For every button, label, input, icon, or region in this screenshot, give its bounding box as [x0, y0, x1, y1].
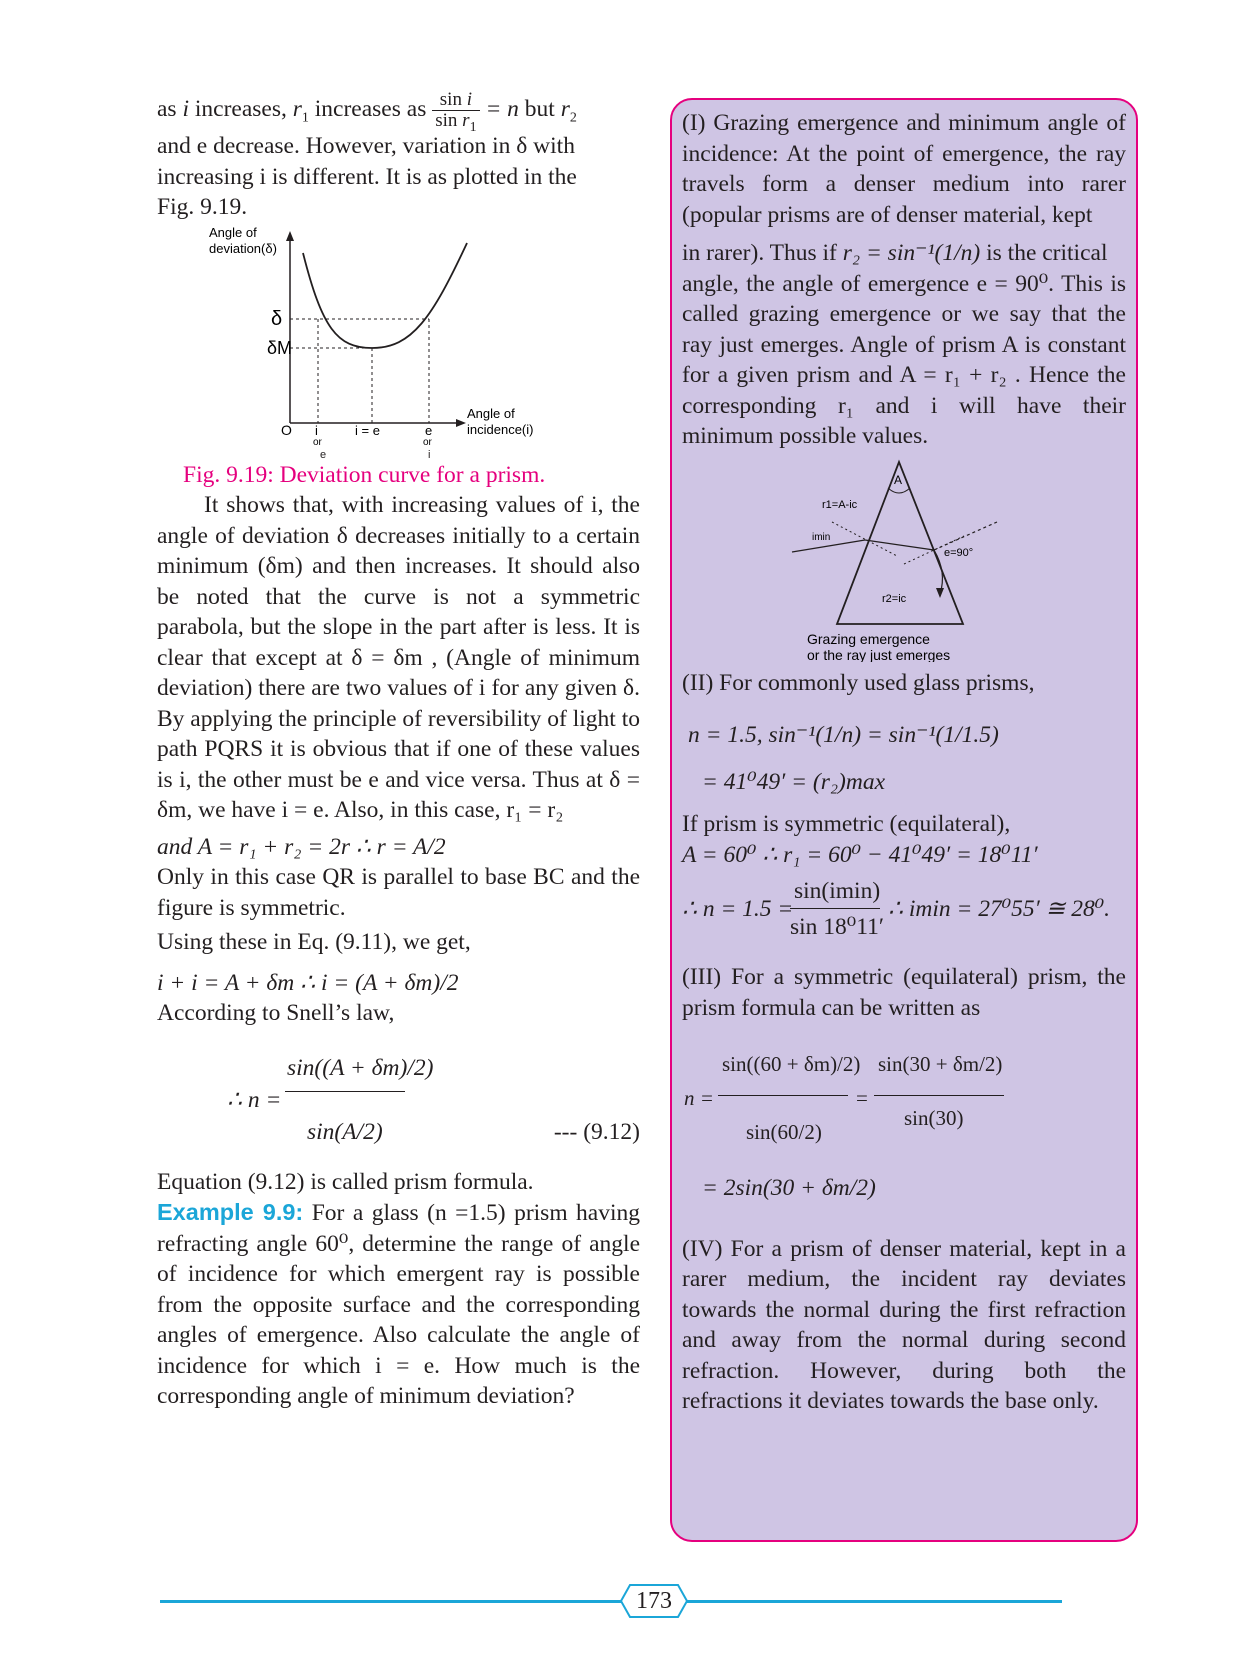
graph-x-arrow	[456, 419, 466, 427]
intro-line-4: Fig. 9.19.	[157, 194, 248, 220]
section-III-bar1	[718, 1095, 848, 1096]
section-III-num1: sin((60 + δm)/2)	[722, 1052, 861, 1076]
section-II-eq3: A = 60⁰ ∴ r₁ = 60⁰ − 41⁰49′ = 18⁰11′	[682, 841, 1038, 868]
footer-line-left	[160, 1600, 622, 1603]
prism-formula-den: sin(A/2)	[307, 1118, 383, 1145]
section-II-eq4-bar	[790, 908, 880, 909]
prism-imin-label: imin	[812, 531, 831, 543]
graph-tick-e: e	[425, 422, 433, 438]
prism-r2-label: r2=ic	[882, 592, 907, 605]
section-II-eq4-b: ∴ imin = 27⁰55′ ≅ 28⁰.	[888, 896, 1111, 922]
refracted-ray	[865, 540, 934, 550]
section-III-num2: sin(30 + δm/2)	[878, 1052, 1003, 1076]
example-paragraph	[157, 1197, 640, 1412]
prism-formula-label: --- (9.12)	[553, 1118, 640, 1145]
section-III-bar2	[874, 1095, 1004, 1096]
section-II-eq4-den: sin 18⁰11′	[790, 914, 884, 940]
prism-apex-label: A	[894, 472, 903, 487]
section-III-text: (III) For a symmetric (equilateral) prism, the prism formula can be written as	[682, 964, 1126, 1021]
section-I-text-2b: is the critical	[986, 240, 1108, 266]
graph-xlabel-1: Angle of	[467, 405, 515, 421]
paragraph-5: Equation (9.12) is called prism formula.	[157, 1168, 534, 1195]
reflected-arrow	[936, 588, 944, 598]
graph-tick-e-or: or	[423, 436, 432, 448]
section-I-text-3: angle, the angle of emergence e = 90⁰. This is called grazing emergence or we say that the ray just emerges. Angle of prism A is constant for a given prism and A = r₁ + r₂ . Hence the corresponding r₁ and i will have their minimum possible values.	[682, 270, 1126, 449]
graph-deltam-label: δM	[267, 337, 293, 358]
prism-caption-1: Grazing emergence	[807, 630, 930, 647]
section-III-last: = 2sin(30 + δm/2)	[702, 1175, 876, 1201]
section-III-den2: sin(30)	[904, 1106, 964, 1130]
paragraph-4: According to Snell’s law,	[157, 1000, 395, 1026]
graph-xlabel-2: incidence(i)	[467, 421, 534, 437]
graph-tick-e-i2: i	[428, 448, 431, 461]
prism-apex-arc	[888, 488, 910, 493]
snell-fraction: $\frac{\text{sin i}}{\sin r_1}$	[432, 90, 479, 131]
section-I-text-2a: in rarer). Thus if	[682, 240, 837, 266]
prism-caption-2: or the ray just emerges	[807, 646, 951, 662]
graph-curve	[303, 243, 467, 348]
section-II-eq2: = 41⁰49′ = (r₂)max	[702, 768, 886, 795]
section-II-eq4-a: ∴ n = 1.5 =	[682, 896, 794, 922]
section-III-n: n =	[684, 1086, 714, 1110]
section-III-den1: sin(60/2)	[746, 1120, 822, 1144]
grazing-prism-figure	[682, 452, 1126, 662]
graph-ylabel-1: Angle of	[209, 224, 257, 240]
section-II-text: (II) For commonly used glass prisms,	[682, 669, 1035, 696]
example-text: For a glass (n =1.5) prism having refracting angle 60⁰, determine the range of angle of incidence for which emergent ray is possible from the opposite surface and the corresponding angles of emergence. Also calculate the angle of incidence for which i = e. How much is the corresponding angle of minimum deviation?	[157, 1200, 641, 1409]
intro-line-3: increasing i is different. It is as plotted in the	[157, 163, 577, 190]
prism-formula-num: sin((A + δm)/2)	[287, 1054, 434, 1081]
graph-ylabel-2: deviation(δ)	[209, 240, 277, 256]
footer-line-right	[686, 1600, 1062, 1603]
prism-formula-prefix: ∴ n =	[227, 1086, 282, 1113]
reflected-ray	[934, 550, 942, 594]
intro-line-2: and e decrease. However, variation in δ with	[157, 133, 575, 159]
section-II-eq4	[682, 874, 1126, 946]
graph-tick-ie: i = e	[355, 422, 380, 438]
equation-and-text: and A = r₁ + r₂ = 2r ∴ r = A/2	[157, 833, 446, 860]
figure-caption: Fig. 9.19: Deviation curve for a prism.	[183, 461, 546, 488]
left-column	[157, 90, 640, 1412]
section-I-text-2	[682, 238, 1126, 269]
graph-delta-label: δ	[271, 307, 283, 330]
prism-e-label: e=90°	[944, 546, 974, 559]
equation-i: i + i = A + δm ∴ i = (A + δm)/2	[157, 969, 459, 996]
paragraph-2: Only in this case QR is parallel to base BC and the figure is symmetric.	[157, 864, 640, 921]
section-II-eq4-num: sin(imin)	[794, 878, 881, 904]
intro-line-1: as i increases, $r_1$ increases as $\frac{\text{sin i}}{\sin r_1}$ = n but $r_2$	[157, 89, 577, 135]
graph-origin: O	[281, 421, 292, 438]
prism-r1-label: r1=A-ic	[822, 498, 858, 511]
paragraph-1: It shows that, with increasing values of i, the angle of deviation δ decreases initially to a certain minimum (δm) and then increases. It should also be noted that the curve is not a symmetric parabola, but the slope in the part after is less. It is clear that except at δ = δm , (Angle of minimum deviation) there are two values of i for any given δ. By applying the principle of reversibility of light to path PQRS it is obvious that if one of these values is i, the other must be e and vice versa. Thus at δ = δm, we have i = e. Also, in this case, r₁ = r₂	[157, 492, 640, 823]
section-III-formula	[682, 1033, 1126, 1173]
prism-formula-bar	[285, 1091, 405, 1092]
emergent-ray	[934, 522, 997, 550]
critical-angle-eq: r₂ = sin⁻¹(1/n)	[842, 240, 981, 266]
equation-and	[157, 832, 640, 863]
right-column	[682, 108, 1126, 1417]
section-II-sym: If prism is symmetric (equilateral),	[682, 811, 1011, 837]
deviation-curve-figure	[207, 223, 607, 448]
graph-tick-i-or: or	[313, 436, 322, 448]
section-I-text-1: (I) Grazing emergence and minimum angle of incidence: At the point of emergence, the ray travels form a denser medium into rarer (popular prisms are of denser material, kept	[682, 110, 1126, 228]
example-label: Example 9.9:	[157, 1199, 304, 1225]
prism-formula-block	[157, 1035, 640, 1167]
graph-tick-i-e2: e	[320, 448, 327, 461]
page-number: 173	[636, 1588, 672, 1614]
paragraph-3: Using these in Eq. (9.11), we get,	[157, 929, 471, 955]
section-IV-text: (IV) For a prism of denser material, kept in a rarer medium, the incident ray deviates towards the normal during the first refraction and away from the normal during second refraction. However, during both the refractions it deviates towards the base only.	[682, 1235, 1126, 1414]
section-III-eq: =	[856, 1086, 868, 1110]
graph-tick-i: i	[315, 422, 318, 438]
graph-y-arrow	[286, 231, 294, 241]
section-II-eq1: n = 1.5, sin⁻¹(1/n) = sin⁻¹(1/1.5)	[688, 722, 999, 748]
